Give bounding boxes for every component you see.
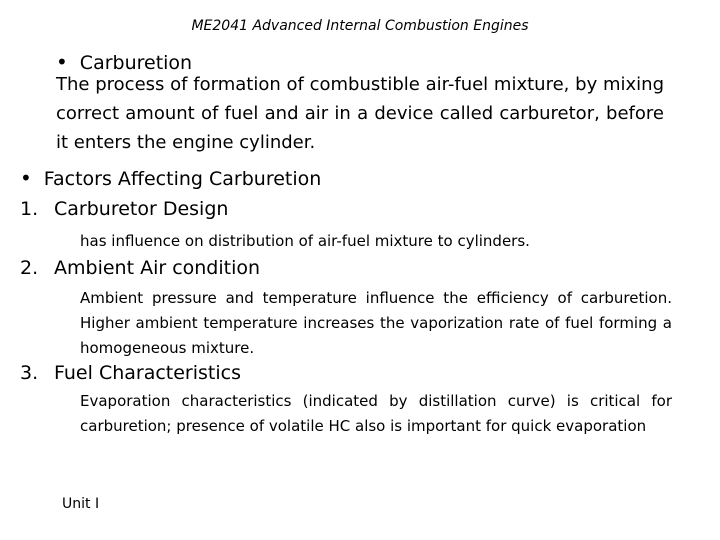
carburetion-heading: Carburetion xyxy=(79,52,193,74)
factor-detail-1: has influence on distribution of air-fuel mixture to cylinders. xyxy=(80,232,530,250)
factor-title: Carburetor Design xyxy=(54,198,229,220)
bullet-icon: • xyxy=(56,50,68,74)
slide-header-title: ME2041 Advanced Internal Combustion Engines xyxy=(191,18,529,34)
carburetion-definition: The process of formation of combustible air-fuel mixture, by mixing correct amount of fuel and air in a device called carburetor, before it enters the engine cylinder. xyxy=(56,74,664,153)
factor-detail-3: Evaporation characteristics (indicated by distillation curve) is critical for carburetion; presence of volatile HC also is important for quick evaporation xyxy=(80,392,672,435)
factor-detail-2: Ambient pressure and temperature influence the efficiency of carburetion. Higher ambient temperature increases the vaporization rate of fuel forming a homogeneous mixture. xyxy=(80,289,672,357)
bullet-icon: • xyxy=(20,166,32,190)
factor-title: Fuel Characteristics xyxy=(54,362,241,384)
factor-title: Ambient Air condition xyxy=(54,257,261,279)
footer-unit-label: Unit I xyxy=(62,496,100,512)
factor-number: 3. xyxy=(20,362,39,384)
factor-item-2 xyxy=(20,257,260,279)
factor-item-1 xyxy=(20,198,228,220)
factor-item-3 xyxy=(20,362,241,384)
factor-number: 2. xyxy=(20,257,39,279)
factors-heading: Factors Affecting Carburetion xyxy=(43,168,322,190)
factor-number: 1. xyxy=(20,198,39,220)
factors-heading-row xyxy=(20,166,321,190)
